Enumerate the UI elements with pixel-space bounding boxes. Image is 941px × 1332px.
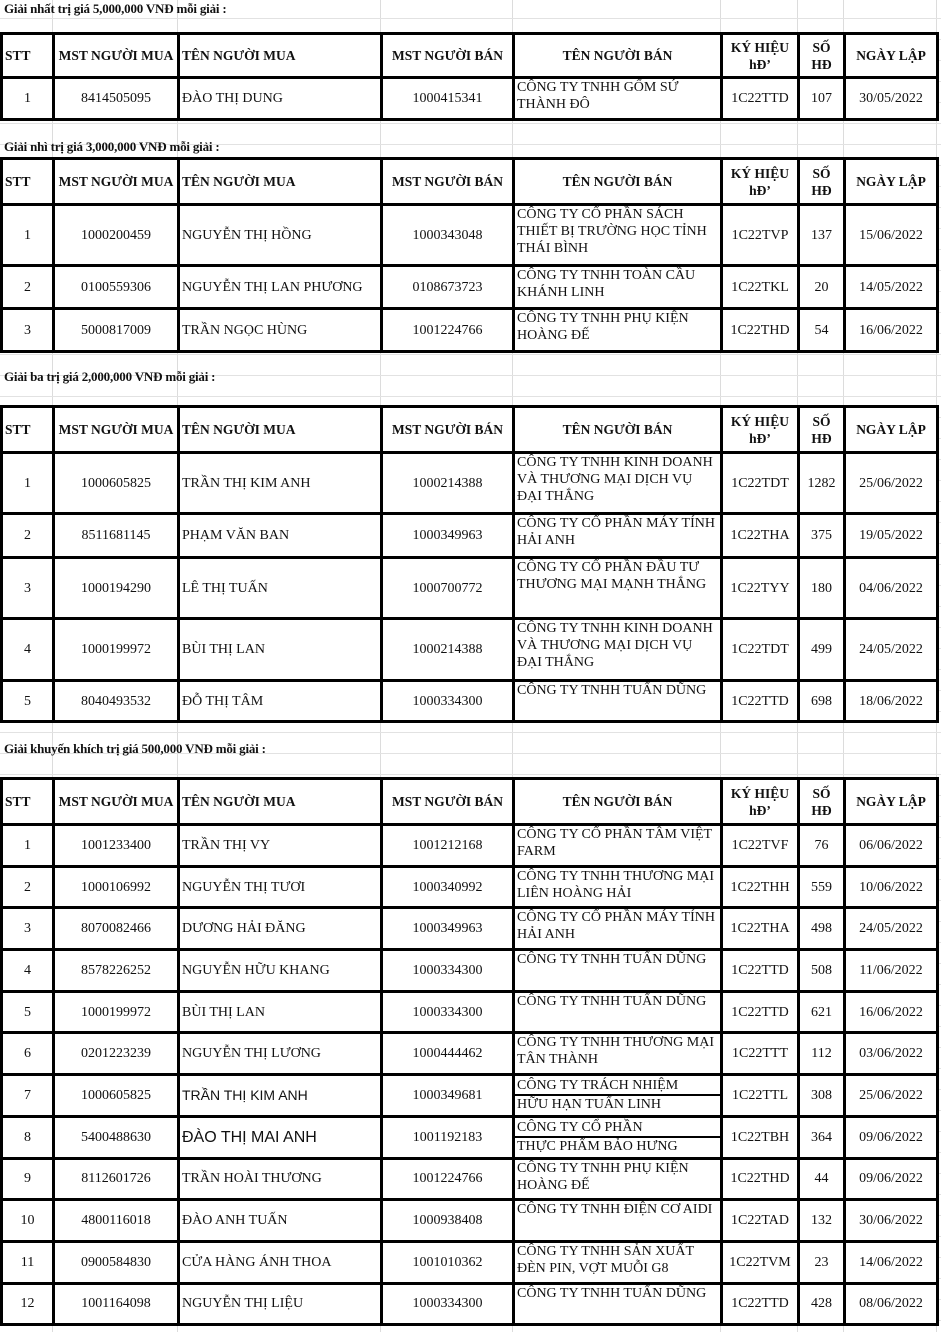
issue-date-cell: 08/06/2022 <box>845 1283 938 1325</box>
table-row <box>2 558 938 619</box>
buyer-tax-code-cell: 1000605825 <box>54 453 179 514</box>
seller-name-cell: CÔNG TY TNHH THƯƠNG MẠI LIÊN HOÀNG HẢI <box>514 866 722 908</box>
invoice-symbol-cell: 1C22TTD <box>722 950 799 992</box>
buyer-tax-code-cell: 1000200459 <box>54 205 179 266</box>
buyer-tax-code-cell: 1001233400 <box>54 825 179 867</box>
table-row <box>2 950 938 992</box>
invoice-number-cell: 559 <box>799 866 845 908</box>
invoice-symbol-cell: 1C22TTL <box>722 1075 799 1117</box>
table-row <box>2 514 938 558</box>
invoice-number-cell: 498 <box>799 908 845 950</box>
buyer-tax-code-cell: 1000194290 <box>54 558 179 619</box>
buyer-tax-code-cell: 4800116018 <box>54 1200 179 1242</box>
invoice-symbol-cell: 1C22TDT <box>722 453 799 514</box>
table-row <box>2 309 938 352</box>
header-invoice-symbol: KÝ HIỆU hĐ’ <box>722 159 799 205</box>
invoice-symbol-cell: 1C22THD <box>722 309 799 352</box>
header-issue-date: NGÀY LẬP <box>845 34 938 78</box>
seller-name-cell: CÔNG TY TNHH TOÀN CẦU KHÁNH LINH <box>514 266 722 309</box>
header-issue-date: NGÀY LẬP <box>845 159 938 205</box>
header-invoice-symbol: KÝ HIỆU hĐ’ <box>722 34 799 78</box>
winners-table <box>0 157 939 353</box>
invoice-number-cell: 54 <box>799 309 845 352</box>
buyer-tax-code-cell: 1001164098 <box>54 1283 179 1325</box>
header-issue-date: NGÀY LẬP <box>845 779 938 825</box>
invoice-number-cell: 132 <box>799 1200 845 1242</box>
stt-cell: 8 <box>2 1116 54 1158</box>
table-header-row <box>2 34 938 78</box>
table-row <box>2 1200 938 1242</box>
header-seller-name: TÊN NGƯỜI BÁN <box>514 779 722 825</box>
sheet-gridline <box>0 123 941 124</box>
header-seller-tax-code: MST NGƯỜI BÁN <box>382 159 514 205</box>
header-buyer-tax-code: MST NGƯỜI MUA <box>54 407 179 453</box>
stt-cell: 5 <box>2 681 54 722</box>
invoice-number-cell: 621 <box>799 991 845 1033</box>
seller-tax-code-cell: 1000700772 <box>382 558 514 619</box>
header-stt: STT <box>2 159 54 205</box>
invoice-number-cell: 137 <box>799 205 845 266</box>
invoice-number-cell: 76 <box>799 825 845 867</box>
stt-cell: 9 <box>2 1158 54 1200</box>
seller-tax-code-cell: 1000334300 <box>382 950 514 992</box>
stt-cell: 3 <box>2 309 54 352</box>
header-seller-name: TÊN NGƯỜI BÁN <box>514 159 722 205</box>
invoice-number-cell: 112 <box>799 1033 845 1075</box>
table-row <box>2 205 938 266</box>
buyer-tax-code-cell: 8414505095 <box>54 78 179 120</box>
seller-name-cell: CÔNG TY TNHH SẢN XUẤT ĐÈN PIN, VỢT MUỖI G8 <box>514 1241 722 1283</box>
seller-name-cell: CÔNG TY CỔ PHẦN ĐẦU TƯ THƯƠNG MẠI MẠNH THẮNG <box>514 558 722 619</box>
issue-date-cell: 03/06/2022 <box>845 1033 938 1075</box>
buyer-name-cell: NGUYỄN THỊ HỒNG <box>179 205 382 266</box>
header-issue-date: NGÀY LẬP <box>845 407 938 453</box>
stt-cell: 12 <box>2 1283 54 1325</box>
invoice-symbol-cell: 1C22TTD <box>722 991 799 1033</box>
invoice-number-cell: 508 <box>799 950 845 992</box>
winners-table <box>0 32 939 121</box>
seller-tax-code-cell: 1000334300 <box>382 681 514 722</box>
header-stt: STT <box>2 34 54 78</box>
seller-name-line: HỮU HẠN TUẤN LINH <box>517 1097 661 1113</box>
invoice-symbol-cell: 1C22TVM <box>722 1241 799 1283</box>
table-row <box>2 1241 938 1283</box>
invoice-number-cell: 698 <box>799 681 845 722</box>
issue-date-cell: 30/06/2022 <box>845 1200 938 1242</box>
invoice-symbol-cell: 1C22THD <box>722 1158 799 1200</box>
issue-date-cell: 25/06/2022 <box>845 453 938 514</box>
sheet-gridline <box>0 354 941 355</box>
header-invoice-symbol: KÝ HIỆU hĐ’ <box>722 779 799 825</box>
issue-date-cell: 16/06/2022 <box>845 991 938 1033</box>
header-seller-tax-code: MST NGƯỜI BÁN <box>382 34 514 78</box>
seller-name-cell: CÔNG TY CỔ PHẦN MÁY TÍNH HẢI ANH <box>514 908 722 950</box>
table-row <box>2 1033 938 1075</box>
issue-date-cell: 09/06/2022 <box>845 1158 938 1200</box>
header-buyer-name: TÊN NGƯỜI MUA <box>179 407 382 453</box>
invoice-number-cell: 1282 <box>799 453 845 514</box>
table-row <box>2 1116 938 1158</box>
table-row <box>2 681 938 722</box>
table-row <box>2 1158 938 1200</box>
seller-name-cell: CÔNG TY TNHH THƯƠNG MẠI TÂN THÀNH <box>514 1033 722 1075</box>
stt-cell: 4 <box>2 619 54 681</box>
invoice-symbol-cell: 1C22TYY <box>722 558 799 619</box>
header-stt: STT <box>2 779 54 825</box>
buyer-tax-code-cell: 8040493532 <box>54 681 179 722</box>
seller-tax-code-cell: 1000415341 <box>382 78 514 120</box>
buyer-tax-code-cell: 8070082466 <box>54 908 179 950</box>
seller-tax-code-cell: 1000340992 <box>382 866 514 908</box>
buyer-name-cell: BÙI THỊ LAN <box>179 619 382 681</box>
issue-date-cell: 25/06/2022 <box>845 1075 938 1117</box>
issue-date-cell: 16/06/2022 <box>845 309 938 352</box>
sheet-gridline <box>0 774 941 775</box>
seller-name-cell: CÔNG TY TNHH KINH DOANH VÀ THƯƠNG MẠI DỊCH VỤ ĐẠI THẮNG <box>514 453 722 514</box>
header-invoice-number: SỐ HĐ <box>799 34 845 78</box>
invoice-symbol-cell: 1C22TDT <box>722 619 799 681</box>
buyer-name-cell: DƯƠNG HẢI ĐĂNG <box>179 908 382 950</box>
table-row <box>2 991 938 1033</box>
table-header-row <box>2 407 938 453</box>
header-invoice-symbol: KÝ HIỆU hĐ’ <box>722 407 799 453</box>
stt-cell: 4 <box>2 950 54 992</box>
buyer-tax-code-cell: 8112601726 <box>54 1158 179 1200</box>
buyer-name-cell: TRẦN THỊ KIM ANH <box>179 1075 382 1117</box>
stt-cell: 10 <box>2 1200 54 1242</box>
issue-date-cell: 11/06/2022 <box>845 950 938 992</box>
invoice-number-cell: 308 <box>799 1075 845 1117</box>
invoice-symbol-cell: 1C22TTT <box>722 1033 799 1075</box>
buyer-name-cell: ĐỖ THỊ TÂM <box>179 681 382 722</box>
prize-section-title: Giải nhất trị giá 5,000,000 VNĐ mỗi giải : <box>4 1 227 16</box>
invoice-symbol-cell: 1C22THA <box>722 908 799 950</box>
issue-date-cell: 14/06/2022 <box>845 1241 938 1283</box>
sheet-gridline <box>0 18 941 19</box>
stt-cell: 5 <box>2 991 54 1033</box>
header-stt: STT <box>2 407 54 453</box>
header-buyer-name: TÊN NGƯỜI MUA <box>179 779 382 825</box>
header-invoice-number: SỐ HĐ <box>799 779 845 825</box>
buyer-tax-code-cell: 1000605825 <box>54 1075 179 1117</box>
invoice-symbol-cell: 1C22THA <box>722 514 799 558</box>
invoice-symbol-cell: 1C22TAD <box>722 1200 799 1242</box>
seller-name-line: THỰC PHẨM BẢO HƯNG <box>517 1139 678 1155</box>
stt-cell: 2 <box>2 514 54 558</box>
issue-date-cell: 24/05/2022 <box>845 908 938 950</box>
seller-tax-code-cell: 0108673723 <box>382 266 514 309</box>
stt-cell: 6 <box>2 1033 54 1075</box>
buyer-name-cell: ĐÀO ANH TUẤN <box>179 1200 382 1242</box>
buyer-name-cell: CỬA HÀNG ÁNH THOA <box>179 1241 382 1283</box>
issue-date-cell: 14/05/2022 <box>845 266 938 309</box>
buyer-tax-code-cell: 1000106992 <box>54 866 179 908</box>
buyer-name-cell: TRẦN NGỌC HÙNG <box>179 309 382 352</box>
buyer-tax-code-cell: 1000199972 <box>54 619 179 681</box>
sheet-gridline <box>0 396 941 397</box>
stt-cell: 3 <box>2 558 54 619</box>
buyer-name-cell: LÊ THỊ TUẤN <box>179 558 382 619</box>
invoice-number-cell: 44 <box>799 1158 845 1200</box>
prize-section-title: Giải nhì trị giá 3,000,000 VNĐ mỗi giải : <box>4 139 220 154</box>
issue-date-cell: 19/05/2022 <box>845 514 938 558</box>
seller-tax-code-cell: 1000334300 <box>382 1283 514 1325</box>
seller-name-cell: CÔNG TY CỔ PHẦN SÁCH THIẾT BỊ TRƯỜNG HỌC TỈNH THÁI BÌNH <box>514 205 722 266</box>
stt-cell: 11 <box>2 1241 54 1283</box>
header-seller-tax-code: MST NGƯỜI BÁN <box>382 407 514 453</box>
table-row <box>2 866 938 908</box>
header-invoice-number: SỐ HĐ <box>799 407 845 453</box>
invoice-number-cell: 180 <box>799 558 845 619</box>
seller-tax-code-cell: 1001212168 <box>382 825 514 867</box>
stt-cell: 1 <box>2 78 54 120</box>
seller-name-cell: CÔNG TY CỔ PHẦN TÂM VIỆT FARM <box>514 825 722 867</box>
table-header-row <box>2 159 938 205</box>
buyer-name-cell: NGUYỄN THỊ LIỆU <box>179 1283 382 1325</box>
seller-name-cell: CÔNG TY TNHH KINH DOANH VÀ THƯƠNG MẠI DỊCH VỤ ĐẠI THẮNG <box>514 619 722 681</box>
seller-name-cell: CÔNG TY TNHH GỐM SỨ THÀNH ĐÔ <box>514 78 722 120</box>
stt-cell: 1 <box>2 205 54 266</box>
seller-tax-code-cell: 1001224766 <box>382 309 514 352</box>
buyer-name-cell: TRẦN THỊ KIM ANH <box>179 453 382 514</box>
issue-date-cell: 09/06/2022 <box>845 1116 938 1158</box>
invoice-number-cell: 375 <box>799 514 845 558</box>
issue-date-cell: 04/06/2022 <box>845 558 938 619</box>
header-buyer-tax-code: MST NGƯỜI MUA <box>54 779 179 825</box>
seller-name-cell: CÔNG TY TNHH PHỤ KIỆN HOÀNG ĐẾ <box>514 1158 722 1200</box>
header-seller-tax-code: MST NGƯỜI BÁN <box>382 779 514 825</box>
buyer-tax-code-cell: 0201223239 <box>54 1033 179 1075</box>
stt-cell: 3 <box>2 908 54 950</box>
stt-cell: 7 <box>2 1075 54 1117</box>
table-row <box>2 1075 938 1117</box>
buyer-name-cell: PHẠM VĂN BAN <box>179 514 382 558</box>
seller-tax-code-cell: 1000349963 <box>382 908 514 950</box>
seller-name-cell: CÔNG TY TNHH PHỤ KIỆN HOÀNG ĐẾ <box>514 309 722 352</box>
prize-section-title: Giải khuyến khích trị giá 500,000 VNĐ mỗi giải : <box>4 741 266 756</box>
invoice-symbol-cell: 1C22TBH <box>722 1116 799 1158</box>
issue-date-cell: 18/06/2022 <box>845 681 938 722</box>
buyer-tax-code-cell: 8511681145 <box>54 514 179 558</box>
issue-date-cell: 30/05/2022 <box>845 78 938 120</box>
buyer-tax-code-cell: 1000199972 <box>54 991 179 1033</box>
seller-name-cell: CÔNG TY TNHH ĐIỆN CƠ AIDI <box>514 1200 722 1242</box>
seller-tax-code-cell: 1000349681 <box>382 1075 514 1117</box>
issue-date-cell: 10/06/2022 <box>845 866 938 908</box>
winners-table <box>0 405 939 723</box>
table-header-row <box>2 779 938 825</box>
seller-name-cell: CÔNG TY CỔ PHẦN MÁY TÍNH HẢI ANH <box>514 514 722 558</box>
buyer-tax-code-cell: 0900584830 <box>54 1241 179 1283</box>
seller-tax-code-cell: 1000334300 <box>382 991 514 1033</box>
issue-date-cell: 15/06/2022 <box>845 205 938 266</box>
stt-cell: 1 <box>2 453 54 514</box>
buyer-tax-code-cell: 5400488630 <box>54 1116 179 1158</box>
buyer-name-cell: ĐÀO THỊ DUNG <box>179 78 382 120</box>
header-buyer-name: TÊN NGƯỜI MUA <box>179 159 382 205</box>
buyer-name-cell: TRẦN HOÀI THƯƠNG <box>179 1158 382 1200</box>
buyer-tax-code-cell: 0100559306 <box>54 266 179 309</box>
invoice-number-cell: 364 <box>799 1116 845 1158</box>
seller-tax-code-cell: 1001010362 <box>382 1241 514 1283</box>
table-row <box>2 825 938 867</box>
header-buyer-tax-code: MST NGƯỜI MUA <box>54 159 179 205</box>
buyer-name-cell: NGUYỄN THỊ TƯƠI <box>179 866 382 908</box>
seller-tax-code-cell: 1000214388 <box>382 619 514 681</box>
table-row <box>2 453 938 514</box>
invoice-number-cell: 20 <box>799 266 845 309</box>
seller-name-line: CÔNG TY CỔ PHẦN <box>515 1119 720 1138</box>
invoice-number-cell: 23 <box>799 1241 845 1283</box>
invoice-symbol-cell: 1C22TKL <box>722 266 799 309</box>
seller-name-cell <box>514 1116 722 1158</box>
seller-tax-code-cell: 1001192183 <box>382 1116 514 1158</box>
header-invoice-number: SỐ HĐ <box>799 159 845 205</box>
invoice-symbol-cell: 1C22TVP <box>722 205 799 266</box>
table-row <box>2 908 938 950</box>
seller-name-cell <box>514 1075 722 1117</box>
sheet-gridline <box>0 732 941 733</box>
buyer-tax-code-cell: 8578226252 <box>54 950 179 992</box>
table-row <box>2 1283 938 1325</box>
stt-cell: 1 <box>2 825 54 867</box>
winners-table <box>0 777 939 1326</box>
seller-tax-code-cell: 1000214388 <box>382 453 514 514</box>
stt-cell: 2 <box>2 266 54 309</box>
header-buyer-name: TÊN NGƯỜI MUA <box>179 34 382 78</box>
seller-tax-code-cell: 1000349963 <box>382 514 514 558</box>
issue-date-cell: 06/06/2022 <box>845 825 938 867</box>
header-seller-name: TÊN NGƯỜI BÁN <box>514 34 722 78</box>
seller-name-cell: CÔNG TY TNHH TUẤN DŨNG <box>514 681 722 722</box>
seller-tax-code-cell: 1001224766 <box>382 1158 514 1200</box>
table-row <box>2 266 938 309</box>
invoice-symbol-cell: 1C22TTD <box>722 78 799 120</box>
invoice-number-cell: 428 <box>799 1283 845 1325</box>
seller-name-cell: CÔNG TY TNHH TUẤN DŨNG <box>514 991 722 1033</box>
invoice-number-cell: 499 <box>799 619 845 681</box>
buyer-tax-code-cell: 5000817009 <box>54 309 179 352</box>
buyer-name-cell: NGUYỄN HỮU KHANG <box>179 950 382 992</box>
invoice-symbol-cell: 1C22THH <box>722 866 799 908</box>
table-row <box>2 78 938 120</box>
header-seller-name: TÊN NGƯỜI BÁN <box>514 407 722 453</box>
header-buyer-tax-code: MST NGƯỜI MUA <box>54 34 179 78</box>
seller-name-cell: CÔNG TY TNHH TUẤN DŨNG <box>514 950 722 992</box>
buyer-name-cell: NGUYỄN THỊ LAN PHƯƠNG <box>179 266 382 309</box>
invoice-symbol-cell: 1C22TTD <box>722 681 799 722</box>
invoice-symbol-cell: 1C22TTD <box>722 1283 799 1325</box>
invoice-number-cell: 107 <box>799 78 845 120</box>
prize-section-title: Giải ba trị giá 2,000,000 VNĐ mỗi giải : <box>4 369 216 384</box>
table-row <box>2 619 938 681</box>
seller-name-cell: CÔNG TY TNHH TUẤN DŨNG <box>514 1283 722 1325</box>
issue-date-cell: 24/05/2022 <box>845 619 938 681</box>
stt-cell: 2 <box>2 866 54 908</box>
buyer-name-cell: ĐÀO THỊ MAI ANH <box>179 1116 382 1158</box>
seller-tax-code-cell: 1000444462 <box>382 1033 514 1075</box>
seller-tax-code-cell: 1000343048 <box>382 205 514 266</box>
buyer-name-cell: NGUYỄN THỊ LƯƠNG <box>179 1033 382 1075</box>
invoice-symbol-cell: 1C22TVF <box>722 825 799 867</box>
seller-tax-code-cell: 1000938408 <box>382 1200 514 1242</box>
seller-name-line: CÔNG TY TRÁCH NHIỆM <box>515 1077 720 1096</box>
buyer-name-cell: TRẦN THỊ VY <box>179 825 382 867</box>
buyer-name-cell: BÙI THỊ LAN <box>179 991 382 1033</box>
